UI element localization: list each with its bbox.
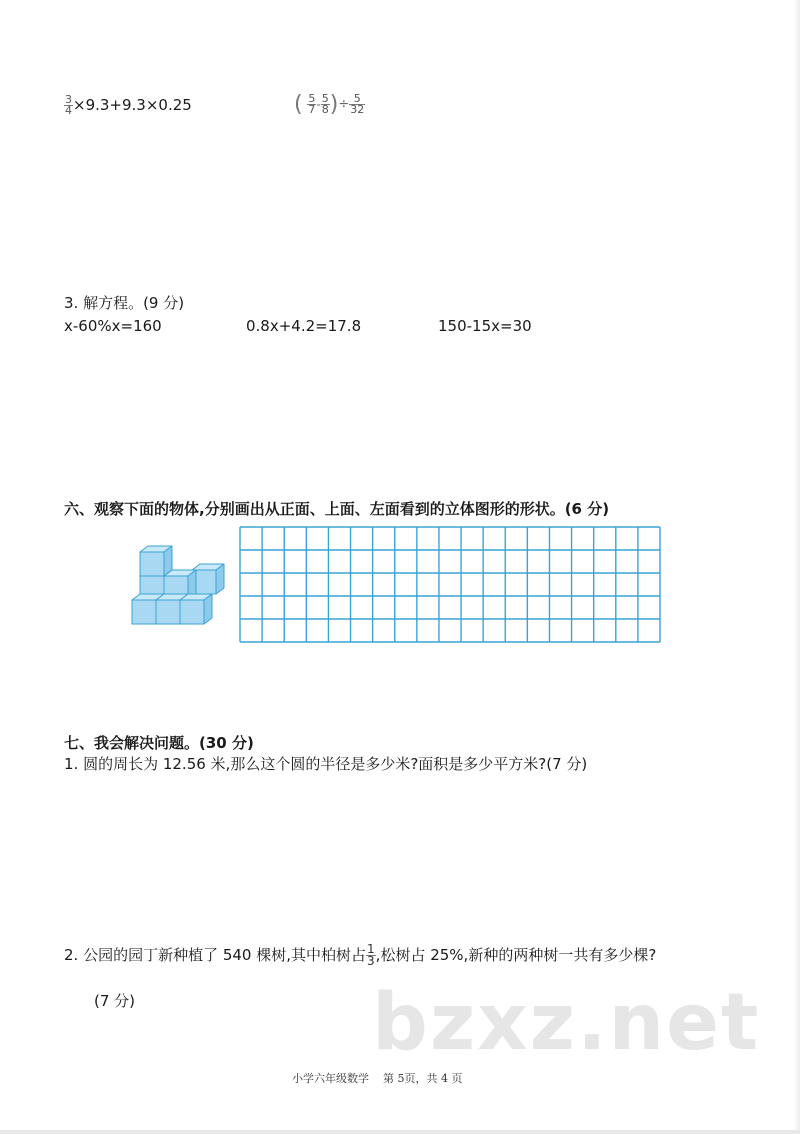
- page-footer: 小学六年级数学 第 5页，共 4 页: [292, 1072, 463, 1085]
- section-7-title: 七、我会解决问题。(30 分): [64, 734, 254, 752]
- watermark: bzxz.net: [372, 978, 761, 1068]
- question-2-prefix: 2. 公园的园丁新种植了 540 棵树,其中柏树占: [64, 946, 367, 964]
- fraction-numerator: 3: [65, 93, 72, 106]
- equation-1: x-60%x=160: [64, 317, 162, 335]
- fraction-numerator: 1: [367, 942, 375, 956]
- cube-back-right: [192, 564, 224, 594]
- minus-sign: -: [316, 97, 321, 112]
- fraction-denominator: 8: [321, 103, 329, 116]
- question-2-suffix: ,松树占 25%,新种的两种树一共有多少棵?: [375, 946, 657, 964]
- fraction-numerator: 5: [308, 92, 316, 105]
- cube-figure: [128, 542, 234, 628]
- left-paren: (: [294, 92, 303, 117]
- equation-2: 0.8x+4.2=17.8: [246, 317, 362, 335]
- expression-1-text: ×9.3+9.3×0.25: [73, 96, 192, 114]
- fraction-denominator: 32: [350, 103, 365, 116]
- question-2-points: (7 分): [94, 992, 136, 1010]
- page-edge-shadow: [794, 0, 800, 1134]
- fraction-numerator: 5: [321, 92, 329, 105]
- fraction-1-3: [366, 944, 376, 967]
- fraction-numerator: 5: [349, 94, 365, 105]
- cube-top-left: [140, 546, 172, 576]
- fraction-denominator: 3: [367, 954, 375, 968]
- division-sign: ÷: [338, 97, 350, 112]
- question-1: 1. 圆的周长为 12.56 米,那么这个圆的半径是多少米?面积是多少平方米?(7 分): [64, 755, 588, 773]
- fraction-5-8: [321, 94, 330, 115]
- drawing-grid: [236, 525, 664, 645]
- cube-front-3: [180, 594, 212, 624]
- page-bottom-edge: [0, 1130, 800, 1134]
- question-2: [64, 944, 656, 967]
- fraction-5-32: [349, 94, 365, 115]
- expression-2: [294, 92, 365, 117]
- equations-title: 3. 解方程。(9 分): [64, 294, 185, 312]
- expression-1: [64, 95, 192, 116]
- fraction-3-4: [64, 95, 73, 116]
- fraction-denominator: 4: [65, 104, 72, 117]
- equation-3: 150-15x=30: [438, 317, 532, 335]
- section-6-title: 六、观察下面的物体,分别画出从正面、上面、左面看到的立体图形的形状。(6 分): [64, 500, 610, 518]
- right-paren: ): [329, 92, 339, 117]
- fraction-denominator: 7: [308, 103, 316, 116]
